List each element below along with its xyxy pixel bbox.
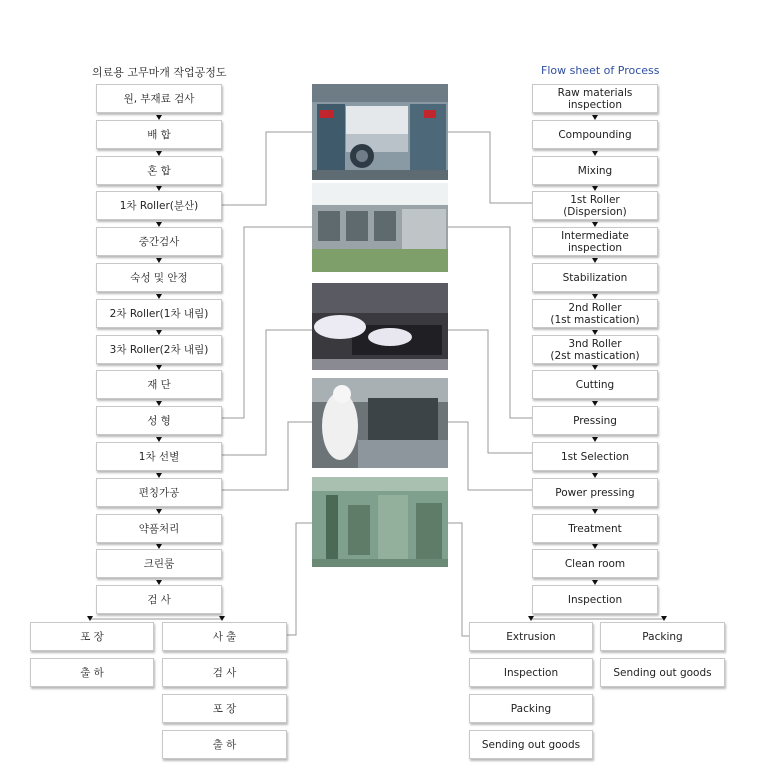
english-step-box: Compounding	[532, 120, 658, 149]
connector-en-pressing	[448, 227, 532, 418]
connector-ko-punching	[222, 422, 312, 490]
english-branch-left-box: Sending out goods	[469, 730, 593, 759]
korean-process-title: 의료용 고무마개 작업공정도	[92, 66, 227, 79]
korean-branch-left-box: 포 장	[30, 622, 154, 651]
korean-step-box: 배 합	[96, 120, 222, 149]
english-step-box: Inspection	[532, 585, 658, 614]
korean-step-box: 원, 부재료 검사	[96, 84, 222, 113]
english-step-box: Mixing	[532, 156, 658, 185]
english-step-box: 1st Selection	[532, 442, 658, 471]
roller-machine-photo	[312, 84, 448, 180]
cutting-hands-photo	[312, 283, 448, 370]
korean-step-box: 3차 Roller(2차 내림)	[96, 335, 222, 364]
connector-en-power-pressing	[448, 422, 532, 490]
korean-step-box: 1차 Roller(분산)	[96, 191, 222, 220]
english-step-box: Cutting	[532, 370, 658, 399]
korean-step-box: 약품처리	[96, 514, 222, 543]
english-branch-left-box: Inspection	[469, 658, 593, 687]
connector-ko-roller	[222, 132, 312, 205]
korean-branch-left-box: 출 하	[30, 658, 154, 687]
korean-step-box: 혼 합	[96, 156, 222, 185]
korean-step-box: 1차 선별	[96, 442, 222, 471]
english-process-title: Flow sheet of Process	[541, 64, 660, 77]
korean-branch-right-box: 포 장	[162, 694, 287, 723]
english-step-box: Clean room	[532, 549, 658, 578]
english-branch-right-box: Packing	[600, 622, 725, 651]
connector-ko-injection	[287, 523, 312, 635]
english-branch-left-box: Extrusion	[469, 622, 593, 651]
connector-ko-forming	[222, 227, 312, 418]
pressing-workers-photo	[312, 378, 448, 468]
connector-ko-selection	[222, 330, 312, 455]
english-branch-left-box: Packing	[469, 694, 593, 723]
english-step-box: Raw materials inspection	[532, 84, 658, 113]
english-step-box: Intermediate inspection	[532, 227, 658, 256]
korean-branch-right-box: 사 출	[162, 622, 287, 651]
connector-en-selection	[448, 330, 532, 453]
korean-step-box: 재 단	[96, 370, 222, 399]
english-step-box: 3nd Roller (2st mastication)	[532, 335, 658, 364]
english-step-box: Stabilization	[532, 263, 658, 292]
korean-step-box: 중간검사	[96, 227, 222, 256]
connector-en-roller	[448, 132, 532, 203]
english-step-box: Pressing	[532, 406, 658, 435]
korean-branch-right-box: 출 하	[162, 730, 287, 759]
korean-step-box: 성 형	[96, 406, 222, 435]
production-line-photo	[312, 183, 448, 272]
clean-room-photo	[312, 477, 448, 567]
korean-step-box: 검 사	[96, 585, 222, 614]
english-step-box: Treatment	[532, 514, 658, 543]
english-step-box: 2nd Roller (1st mastication)	[532, 299, 658, 328]
korean-step-box: 숙성 및 안정	[96, 263, 222, 292]
connector-en-extrusion	[448, 523, 469, 636]
english-branch-right-box: Sending out goods	[600, 658, 725, 687]
korean-step-box: 편칭가공	[96, 478, 222, 507]
english-step-box: Power pressing	[532, 478, 658, 507]
korean-branch-right-box: 검 사	[162, 658, 287, 687]
korean-step-box: 크린룸	[96, 549, 222, 578]
korean-step-box: 2차 Roller(1차 내림)	[96, 299, 222, 328]
english-step-box: 1st Roller (Dispersion)	[532, 191, 658, 220]
